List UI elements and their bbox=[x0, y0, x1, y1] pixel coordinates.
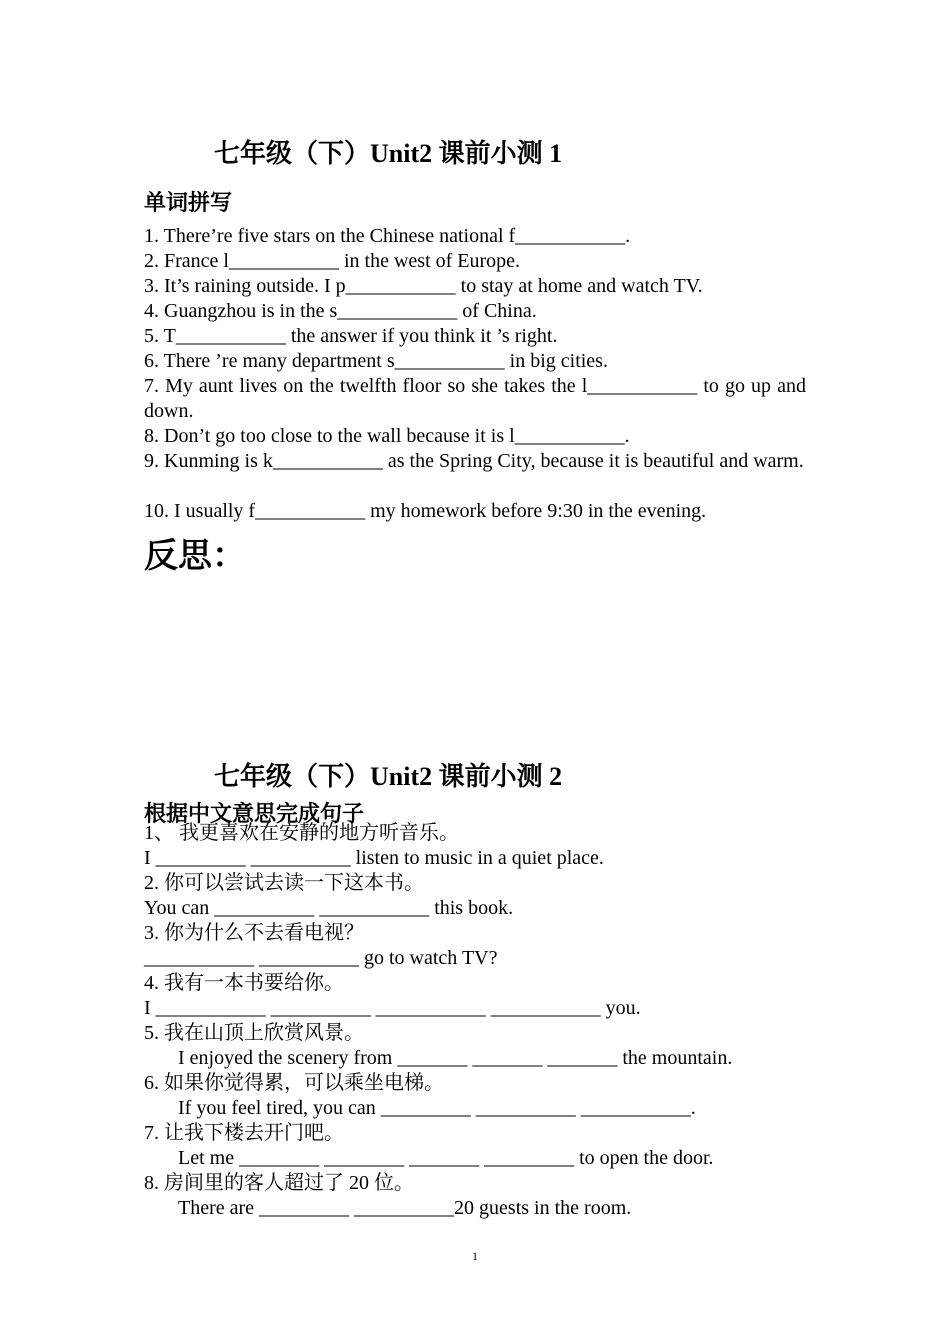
quiz1-item-8: 8. Don’t go too close to the wall because it is l___________. bbox=[144, 425, 630, 447]
quiz1-item-2: 2. France l___________ in the west of Europe. bbox=[144, 250, 521, 272]
quiz2-item-5-cn: 5. 我在山顶上欣赏风景。 bbox=[144, 1022, 364, 1044]
page-number: 1 bbox=[472, 1249, 478, 1263]
quiz2-item-1-en: I _________ __________ listen to music in a quiet place. bbox=[144, 847, 604, 869]
quiz1-item-7: 7. My aunt lives on the twelfth floor so she takes the l___________ to go up and down. bbox=[144, 375, 806, 422]
quiz1-item-6: 6. There ’re many department s___________ in big cities. bbox=[144, 350, 608, 372]
quiz2-item-8-en: There are _________ __________20 guests in the room. bbox=[178, 1197, 632, 1219]
quiz2-item-2-en: You can __________ ___________ this book. bbox=[144, 897, 514, 919]
quiz2-item-6-cn: 6. 如果你觉得累，可以乘坐电梯。 bbox=[144, 1072, 444, 1094]
quiz1-title: 七年级（下）Unit2 课前小测 1 bbox=[214, 139, 563, 168]
quiz1-item-9: 9. Kunming is k___________ as the Spring City, because it is beautiful and warm. bbox=[144, 450, 804, 472]
quiz2-item-3-cn: 3. 你为什么不去看电视？ bbox=[144, 922, 364, 944]
quiz1-item-4: 4. Guangzhou is in the s____________ of China. bbox=[144, 300, 537, 322]
quiz2-item-5-en: I enjoyed the scenery from _______ _______ _______ the mountain. bbox=[178, 1047, 733, 1069]
quiz2-section-heading: 根据中文意思完成句子 bbox=[144, 801, 365, 826]
quiz1-item-10: 10. I usually f___________ my homework before 9:30 in the evening. bbox=[144, 500, 707, 522]
quiz2-item-1-cn: 1、 我更喜欢在安静的地方听音乐。 bbox=[144, 822, 459, 844]
quiz2-item-8-cn: 8. 房间里的客人超过了 20 位。 bbox=[144, 1172, 414, 1194]
quiz2-item-6-en: If you feel tired, you can _________ __________ ___________. bbox=[178, 1097, 696, 1119]
reflection-heading: 反思： bbox=[144, 538, 246, 575]
quiz2-item-3-en: ___________ __________ go to watch TV? bbox=[144, 947, 498, 969]
quiz1-item-5: 5. T___________ the answer if you think it ’s right. bbox=[144, 325, 558, 347]
quiz1-item-1: 1. There’re five stars on the Chinese national f___________. bbox=[144, 225, 631, 247]
quiz1-item-3: 3. It’s raining outside. I p___________ to stay at home and watch TV. bbox=[144, 275, 703, 297]
quiz2-item-7-en: Let me ________ ________ _______ _________ to open the door. bbox=[178, 1147, 714, 1169]
quiz2-item-4-cn: 4. 我有一本书要给你。 bbox=[144, 972, 344, 994]
quiz2-item-4-en: I ___________ __________ ___________ ___________ you. bbox=[144, 997, 641, 1019]
quiz2-item-7-cn: 7. 让我下楼去开门吧。 bbox=[144, 1122, 344, 1144]
quiz2-item-2-cn: 2. 你可以尝试去读一下这本书。 bbox=[144, 872, 424, 894]
quiz1-section-heading: 单词拼写 bbox=[144, 190, 233, 215]
quiz2-title: 七年级（下）Unit2 课前小测 2 bbox=[214, 762, 563, 791]
